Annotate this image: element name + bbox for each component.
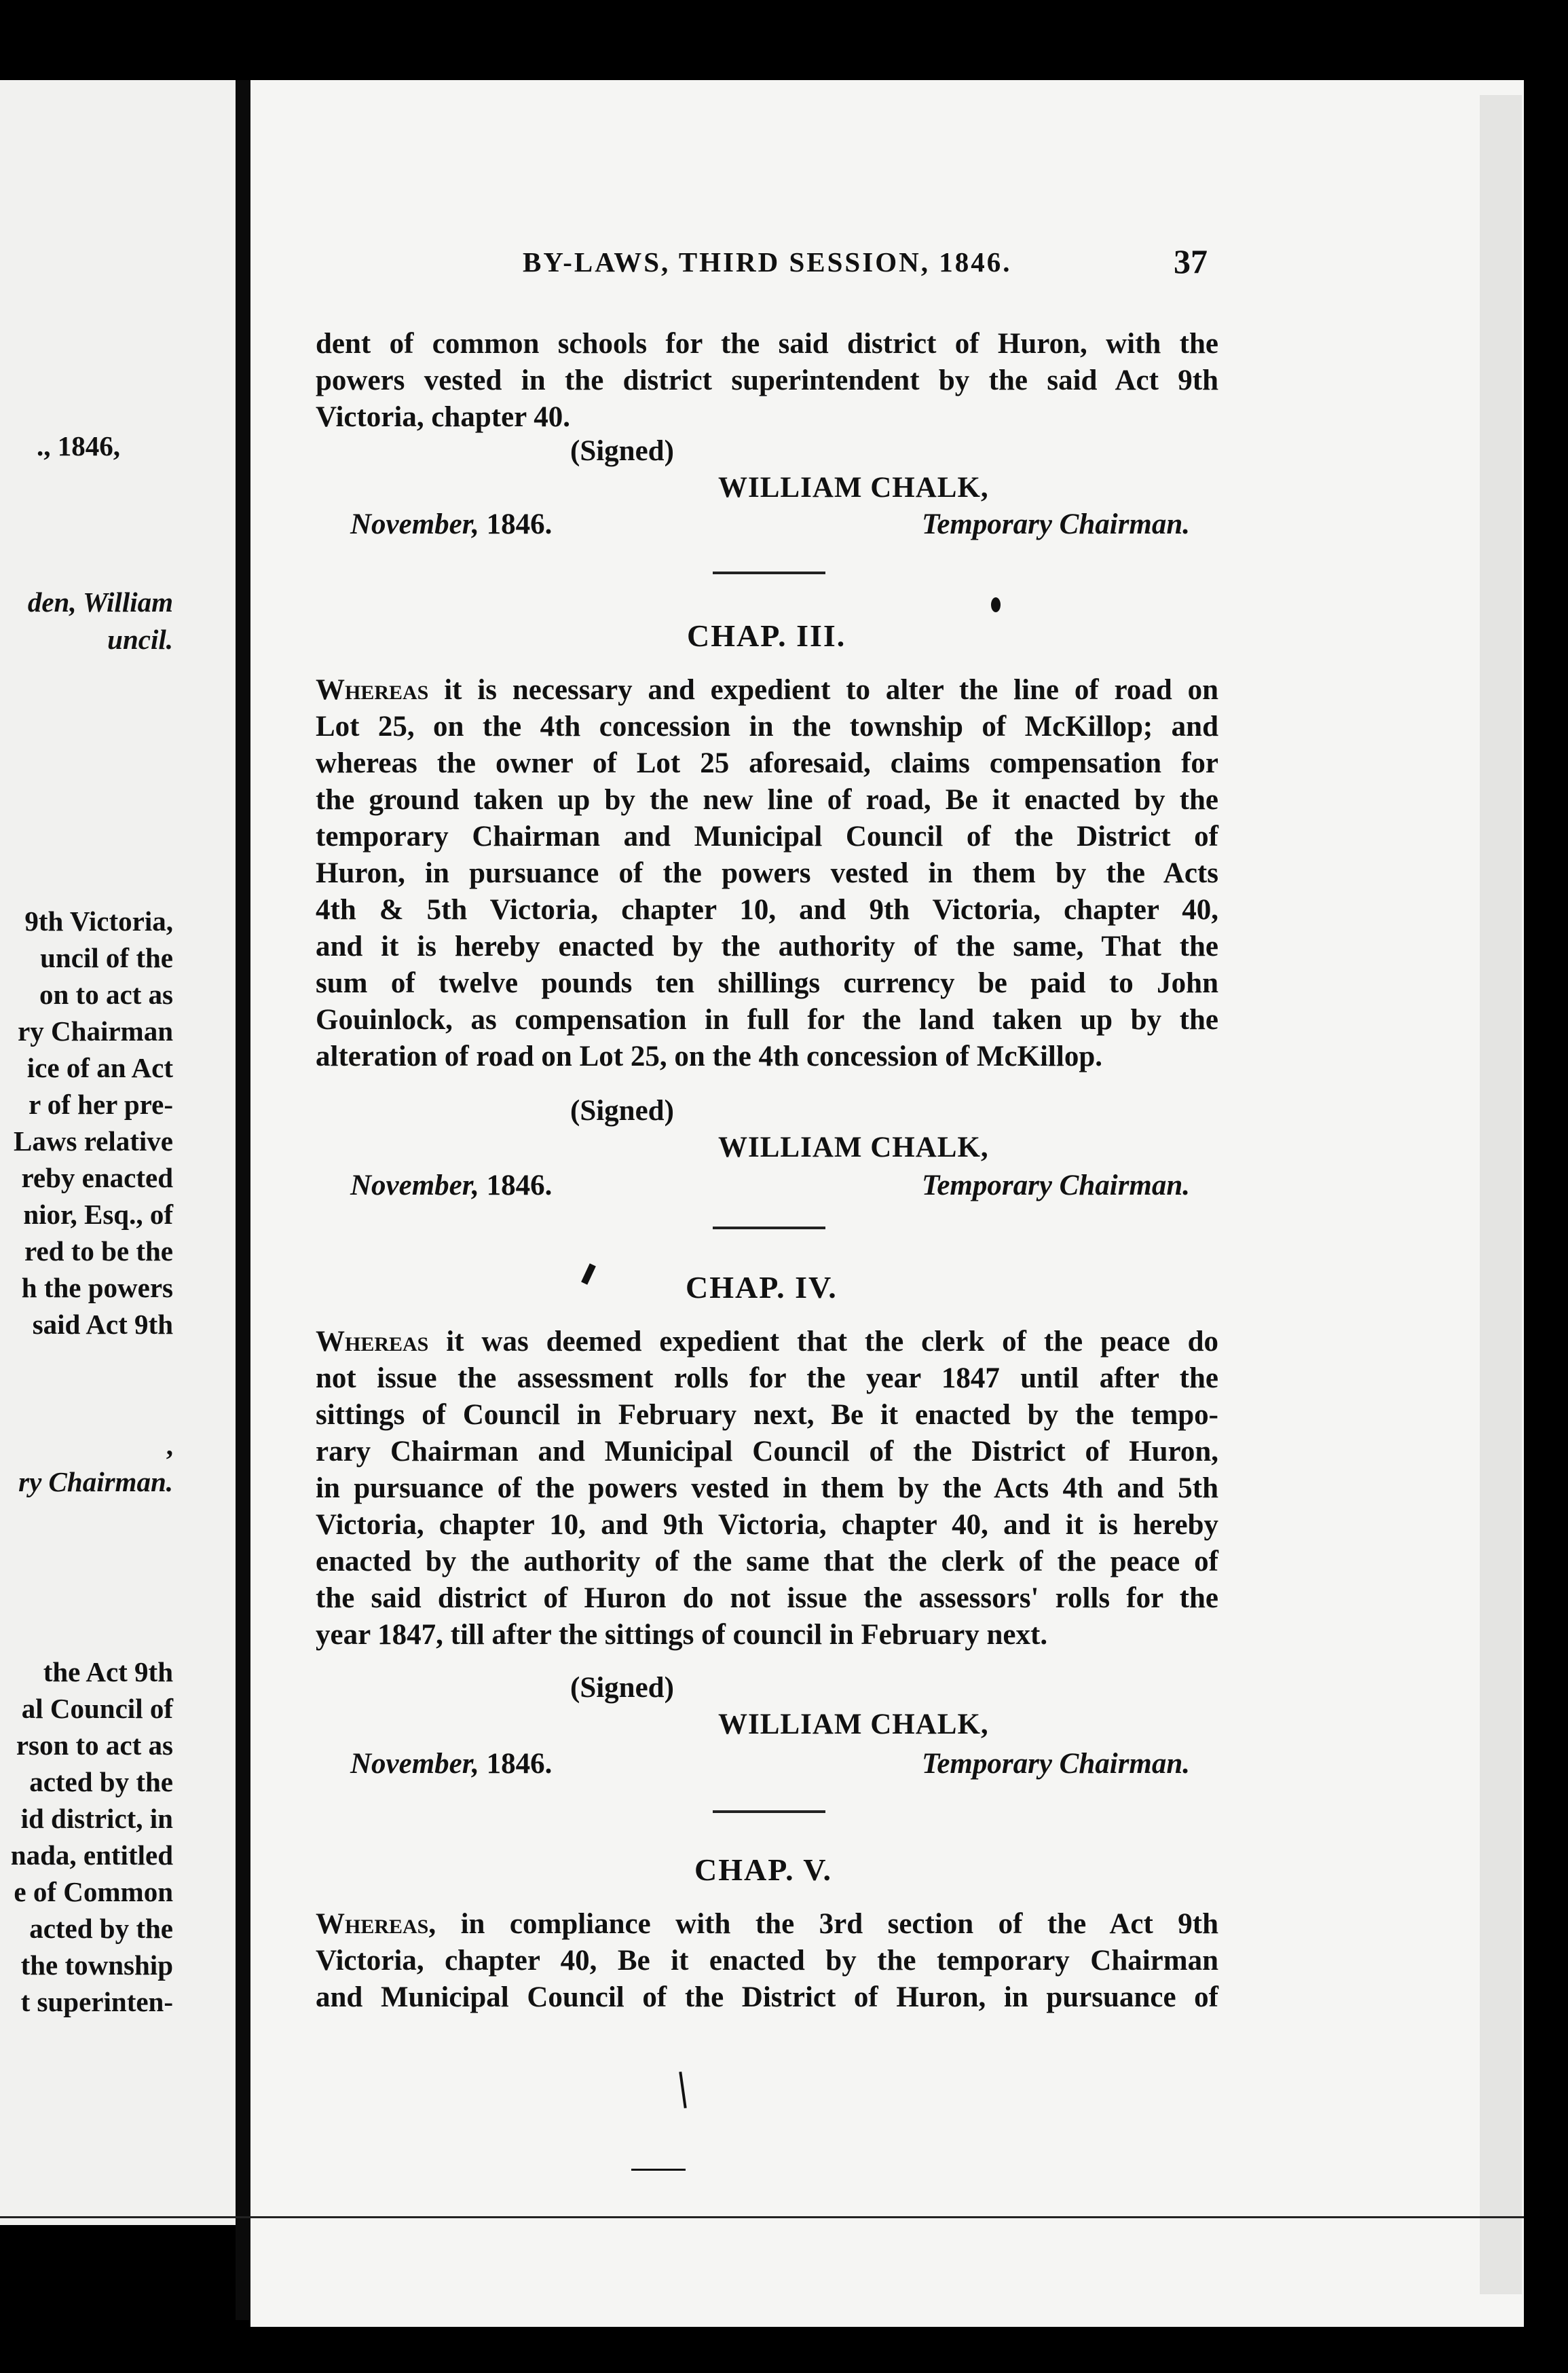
left-page-text-fragment: ,: [166, 1430, 173, 1461]
signatory-name: WILLIAM CHALK,: [718, 1132, 989, 1163]
left-page-text-fragment: r of her pre-: [29, 1089, 173, 1120]
signature-date: [350, 1747, 552, 1780]
left-page-text-fragment: h the powers: [21, 1272, 173, 1303]
chapter-heading: CHAP. IV.: [686, 1270, 838, 1305]
text-line: Victoria, chapter 10, and 9th Victoria, chapter 40, and it is hereby: [316, 1509, 1218, 1541]
chapter-heading: CHAP. III.: [687, 618, 846, 653]
text-line: Huron, in pursuance of the powers vested in them by the Acts: [316, 857, 1218, 889]
left-page-text-fragment: nior, Esq., of: [23, 1199, 173, 1230]
left-page: [0, 80, 236, 2225]
date-year: 1846.: [479, 508, 553, 540]
left-page-text-fragment: the township: [20, 1949, 173, 1981]
text-line: sittings of Council in February next, Be it enacted by the tempo-: [316, 1399, 1218, 1431]
signatory-title: Temporary Chairman.: [922, 1170, 1191, 1201]
chapter-heading: CHAP. V.: [694, 1852, 833, 1887]
left-page-text-fragment: nada, entitled: [10, 1839, 173, 1871]
left-page-text-fragment: red to be the: [24, 1235, 173, 1267]
text-line: dent of common schools for the said district of Huron, with the: [316, 328, 1218, 360]
whereas-word: Whereas: [316, 674, 429, 706]
text-line: 4th & 5th Victoria, chapter 10, and 9th Victoria, chapter 40,: [316, 894, 1218, 926]
text-line: Whereas it was deemed expedient that the clerk of the peace do: [316, 1326, 1218, 1358]
intro-paragraph: [316, 326, 1218, 436]
signed-label: (Signed): [570, 435, 674, 467]
date-year: 1846.: [479, 1170, 553, 1201]
chap3-paragraph: [316, 672, 1218, 1075]
signature-date: [350, 1169, 552, 1202]
left-page-text-fragment: 9th Victoria,: [24, 905, 173, 937]
text-line: alteration of road on Lot 25, on the 4th concession of McKillop.: [316, 1041, 1102, 1072]
left-page-text-fragment: id district, in: [20, 1803, 173, 1834]
section-rule: [713, 572, 825, 574]
section-rule: [713, 1227, 825, 1229]
left-page-text-fragment: said Act 9th: [32, 1309, 173, 1340]
date-year: 1846.: [479, 1748, 553, 1780]
left-page-text-fragment: ry Chairman: [18, 1015, 173, 1047]
signatory-title: Temporary Chairman.: [922, 508, 1191, 540]
text-line: not issue the assessment rolls for the year 1847 until after the: [316, 1362, 1218, 1394]
left-page-text-fragment: Laws relative: [14, 1125, 173, 1157]
left-page-text-fragment: den, William: [27, 586, 173, 618]
text-line: temporary Chairman and Municipal Council of the District of: [316, 821, 1218, 853]
ink-speck: [631, 2169, 686, 2171]
text-line: Lot 25, on the 4th concession in the township of McKillop; and: [316, 711, 1218, 743]
signatory-name: WILLIAM CHALK,: [718, 1708, 989, 1740]
left-page-text-fragment: uncil of the: [40, 942, 173, 973]
text-line: and Municipal Council of the District of Huron, in pursuance of: [316, 1981, 1218, 2013]
text-line: in pursuance of the powers vested in them by the Acts 4th and 5th: [316, 1472, 1218, 1504]
left-page-text-fragment: t superinten-: [20, 1986, 173, 2017]
date-month: November,: [350, 1170, 479, 1201]
section-rule: [713, 1810, 825, 1813]
text-line: Gouinlock, as compensation in full for the land taken up by the: [316, 1004, 1218, 1036]
left-page-text-fragment: rson to act as: [16, 1730, 173, 1761]
text-line: the said district of Huron do not issue the assessors' rolls for the: [316, 1582, 1218, 1614]
signatory-title: Temporary Chairman.: [922, 1748, 1191, 1780]
left-page-text-fragment: on to act as: [39, 979, 173, 1010]
left-page-text-fragment: e of Common: [14, 1876, 173, 1907]
text-line: sum of twelve pounds ten shillings currency be paid to John: [316, 967, 1218, 999]
text-line: and it is hereby enacted by the authority of the same, That the: [316, 931, 1218, 963]
chap5-paragraph: [316, 1906, 1218, 2016]
left-page-text-fragment: ice of an Act: [26, 1052, 173, 1083]
text-line: Victoria, chapter 40, Be it enacted by the temporary Chairman: [316, 1945, 1218, 1977]
left-page-text-fragment: acted by the: [29, 1913, 173, 1944]
date-month: November,: [350, 508, 479, 540]
page-number: 37: [1174, 242, 1208, 280]
left-page-text-fragment: reby enacted: [21, 1162, 173, 1193]
chap4-paragraph: [316, 1324, 1218, 1653]
text-line: Victoria, chapter 40.: [316, 401, 570, 433]
signature-date: [350, 508, 552, 541]
text-line: powers vested in the district superintendent by the said Act 9th: [316, 365, 1218, 396]
text-line: Whereas, in compliance with the 3rd section of the Act 9th: [316, 1908, 1218, 1940]
whereas-word: Whereas: [316, 1908, 429, 1940]
signed-label: (Signed): [570, 1095, 674, 1127]
left-page-text-fragment: uncil.: [107, 624, 173, 655]
signatory-name: WILLIAM CHALK,: [718, 472, 989, 504]
left-page-text-fragment: ., 1846,: [37, 430, 120, 462]
left-page-text-fragment: al Council of: [21, 1693, 173, 1724]
running-title: BY-LAWS, THIRD SESSION, 1846.: [523, 246, 1012, 278]
text-line: Whereas it is necessary and expedient to alter the line of road on: [316, 674, 1218, 706]
whereas-word: Whereas: [316, 1326, 429, 1358]
page-bottom-edge: [0, 2216, 1524, 2218]
text-line: year 1847, till after the sittings of council in February next.: [316, 1619, 1048, 1651]
ink-speck: [991, 597, 1001, 612]
text-line: rary Chairman and Municipal Council of the District of Huron,: [316, 1436, 1218, 1468]
left-page-text-fragment: acted by the: [29, 1766, 173, 1797]
text-line: the ground taken up by the new line of road, Be it enacted by the: [316, 784, 1218, 816]
text-line: enacted by the authority of the same that the clerk of the peace of: [316, 1546, 1218, 1577]
left-page-text-fragment: the Act 9th: [43, 1656, 173, 1687]
page-gutter: [236, 80, 250, 2320]
date-month: November,: [350, 1748, 479, 1780]
signed-label: (Signed): [570, 1672, 674, 1704]
page-edge: [1480, 95, 1522, 2294]
left-page-text-fragment: ry Chairman.: [18, 1466, 173, 1497]
text-line: whereas the owner of Lot 25 aforesaid, claims compensation for: [316, 747, 1218, 779]
